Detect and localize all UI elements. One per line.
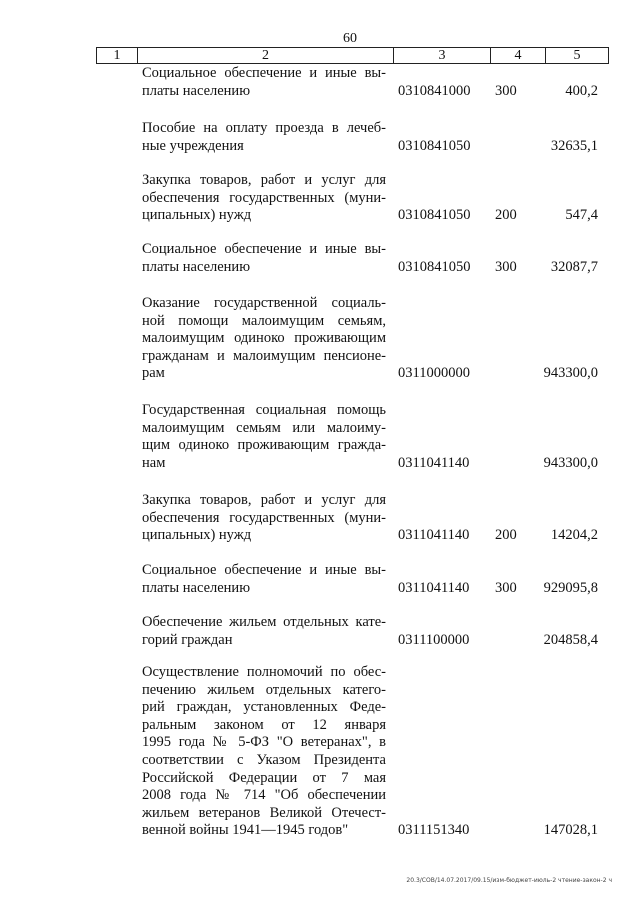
row-code: 0311041140 xyxy=(398,579,470,596)
row-code: 0311151340 xyxy=(398,822,470,839)
row-description xyxy=(142,492,386,545)
row-description xyxy=(142,562,386,597)
description-line: Социальное обеспечение и иные вы- xyxy=(142,562,386,578)
description-line: горий граждан xyxy=(142,631,233,648)
row-amount: 547,4 xyxy=(565,207,598,224)
description-line: Закупка товаров, работ и услуг для xyxy=(142,492,386,508)
row-code: 0310841000 xyxy=(398,82,471,99)
row-description xyxy=(142,241,386,276)
footer-note: 20.3/СОВ/14.07.2017/09.15/изм-бюджет-июль-2 чтение-закон-2 ч xyxy=(406,877,612,884)
row-description xyxy=(142,65,386,100)
row-code: 0310841050 xyxy=(398,137,471,154)
description-line: соответствии с Указом Президента xyxy=(142,751,386,768)
description-line: платы населению xyxy=(142,579,251,596)
row-amount: 147028,1 xyxy=(543,822,598,839)
description-line: Осуществление полномочий по обес- xyxy=(142,664,386,680)
description-line: нам xyxy=(142,454,166,471)
description-line: 2008 года № 714 "Об обеспечении xyxy=(142,787,386,804)
description-line: Оказание государственной социаль- xyxy=(142,295,386,311)
header-col-2: 2 xyxy=(138,48,394,63)
description-line: малоимущим семьям или малоиму- xyxy=(142,419,386,436)
row-amount: 14204,2 xyxy=(550,527,598,544)
row-description xyxy=(142,172,386,225)
header-col-3: 3 xyxy=(394,48,491,63)
description-line: 1995 года № 5-ФЗ "О ветеранах", в xyxy=(142,734,386,751)
row-description xyxy=(142,120,386,155)
header-col-5: 5 xyxy=(573,48,581,63)
description-line: ципальных) нужд xyxy=(142,207,252,224)
description-line: Социальное обеспечение и иные вы- xyxy=(142,65,386,81)
row-amount: 400,2 xyxy=(565,82,598,99)
description-line: Закупка товаров, работ и услуг для xyxy=(142,172,386,188)
description-line: венной войны 1941—1945 годов" xyxy=(142,822,349,839)
row-amount: 929095,8 xyxy=(543,579,598,596)
description-line: рам xyxy=(142,365,165,382)
description-line: обеспечения государственных (муни- xyxy=(142,189,386,206)
description-line: жильем ветеранов Великой Отечест- xyxy=(142,804,386,821)
description-line: малоимущим одиноко проживающим xyxy=(142,330,386,347)
description-line: щим одиноко проживающим гражда- xyxy=(142,437,386,454)
description-line: Пособие на оплату проезда в лечеб- xyxy=(142,120,386,136)
row-expense-type: 200 xyxy=(495,207,517,224)
row-code: 0311041140 xyxy=(398,454,470,471)
row-amount: 32635,1 xyxy=(550,137,598,154)
description-line: Обеспечение жильем отдельных кате- xyxy=(142,614,386,630)
description-line: Российской Федерации от 7 мая xyxy=(142,769,386,786)
row-expense-type: 300 xyxy=(495,579,517,596)
row-code: 0310841050 xyxy=(398,258,471,275)
description-line: платы населению xyxy=(142,82,251,99)
description-line: ральным законом от 12 января xyxy=(142,716,386,733)
description-line: ципальных) нужд xyxy=(142,527,252,544)
row-amount: 32087,7 xyxy=(550,258,598,275)
row-description xyxy=(142,402,386,472)
header-col-1: 1 xyxy=(97,48,138,63)
description-line: ные учреждения xyxy=(142,137,244,154)
row-description xyxy=(142,664,386,840)
page-number: 60 xyxy=(343,31,357,46)
row-expense-type: 200 xyxy=(495,527,517,544)
row-amount: 943300,0 xyxy=(543,454,598,471)
description-line: рий граждан, установленных Феде- xyxy=(142,699,386,716)
row-amount: 204858,4 xyxy=(543,631,598,648)
description-line: ной помощи малоимущим семьям, xyxy=(142,312,386,329)
row-description xyxy=(142,295,386,383)
description-line: платы населению xyxy=(142,258,251,275)
description-line: обеспечения государственных (муни- xyxy=(142,509,386,526)
description-line: печению жильем отдельных катего- xyxy=(142,681,386,698)
row-expense-type: 300 xyxy=(495,82,517,99)
row-description xyxy=(142,614,386,649)
row-code: 0310841050 xyxy=(398,207,471,224)
row-code: 0311000000 xyxy=(398,365,470,382)
row-code: 0311100000 xyxy=(398,631,470,648)
row-amount: 943300,0 xyxy=(543,365,598,382)
description-line: гражданам и малоимущим пенсионе- xyxy=(142,347,386,364)
row-code: 0311041140 xyxy=(398,527,470,544)
description-line: Социальное обеспечение и иные вы- xyxy=(142,241,386,257)
description-line: Государственная социальная помощь xyxy=(142,402,386,418)
row-expense-type: 300 xyxy=(495,258,517,275)
table-header xyxy=(96,47,609,64)
header-col-4: 4 xyxy=(491,48,546,63)
